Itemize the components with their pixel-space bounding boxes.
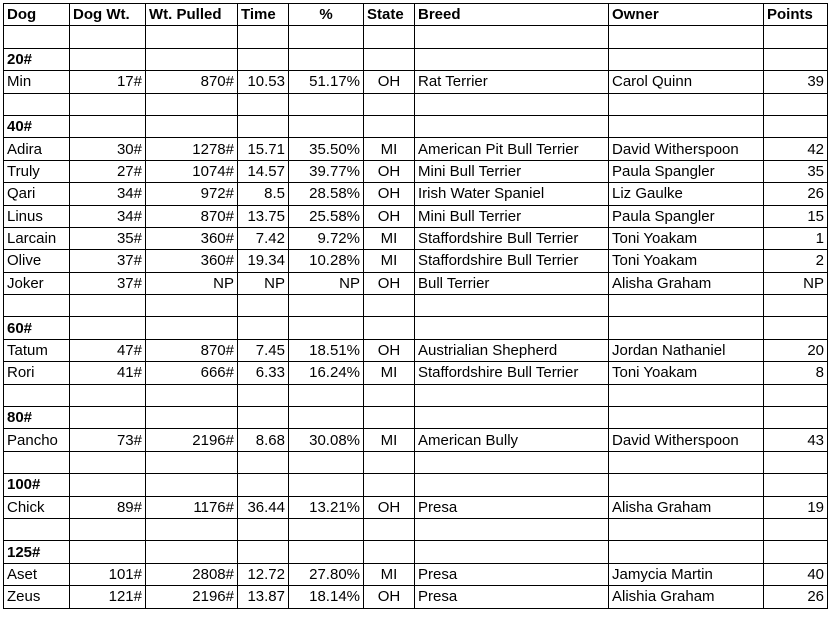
table-row [4, 205, 828, 227]
empty-cell [764, 295, 828, 317]
cell-dog: Aset [4, 563, 70, 585]
empty-cell [70, 384, 146, 406]
header-owner: Owner [609, 4, 764, 26]
cell-state: MI [364, 250, 415, 272]
empty-cell [364, 295, 415, 317]
empty-cell [146, 451, 238, 473]
empty-cell [364, 384, 415, 406]
empty-cell [764, 48, 828, 70]
cell-wt: 89# [70, 496, 146, 518]
cell-state: OH [364, 160, 415, 182]
empty-cell [415, 26, 609, 48]
cell-breed: Mini Bull Terrier [415, 205, 609, 227]
spacer-row [4, 518, 828, 540]
cell-points: 39 [764, 71, 828, 93]
cell-pct: 10.28% [289, 250, 364, 272]
cell-breed: Mini Bull Terrier [415, 160, 609, 182]
empty-cell [609, 48, 764, 70]
table-row [4, 160, 828, 182]
cell-state: OH [364, 339, 415, 361]
cell-pulled: 360# [146, 250, 238, 272]
header-time: Time [238, 4, 289, 26]
empty-cell [146, 474, 238, 496]
cell-pulled: 1074# [146, 160, 238, 182]
cell-dog: Pancho [4, 429, 70, 451]
empty-cell [238, 474, 289, 496]
empty-cell [238, 115, 289, 137]
empty-cell [146, 93, 238, 115]
empty-cell [4, 384, 70, 406]
cell-points: 19 [764, 496, 828, 518]
empty-cell [70, 407, 146, 429]
empty-cell [70, 93, 146, 115]
cell-time: 14.57 [238, 160, 289, 182]
empty-cell [764, 93, 828, 115]
spacer-row [4, 93, 828, 115]
empty-cell [609, 26, 764, 48]
empty-cell [289, 474, 364, 496]
cell-time: 10.53 [238, 71, 289, 93]
empty-cell [70, 541, 146, 563]
empty-cell [238, 518, 289, 540]
cell-dog: Qari [4, 183, 70, 205]
cell-dog: Olive [4, 250, 70, 272]
empty-cell [364, 93, 415, 115]
cell-dog: Larcain [4, 227, 70, 249]
cell-points: 20 [764, 339, 828, 361]
cell-state: MI [364, 563, 415, 585]
empty-cell [146, 407, 238, 429]
cell-breed: Presa [415, 563, 609, 585]
cell-wt: 121# [70, 586, 146, 608]
empty-cell [146, 48, 238, 70]
empty-cell [415, 518, 609, 540]
cell-time: 19.34 [238, 250, 289, 272]
cell-points: 42 [764, 138, 828, 160]
empty-cell [146, 518, 238, 540]
table-row [4, 250, 828, 272]
cell-time: 12.72 [238, 563, 289, 585]
cell-points: 26 [764, 183, 828, 205]
cell-state: OH [364, 71, 415, 93]
empty-cell [70, 26, 146, 48]
cell-pct: 25.58% [289, 205, 364, 227]
empty-cell [289, 317, 364, 339]
cell-pct: 35.50% [289, 138, 364, 160]
cell-breed: American Bully [415, 429, 609, 451]
table-row [4, 138, 828, 160]
empty-cell [415, 295, 609, 317]
cell-dog: Tatum [4, 339, 70, 361]
empty-cell [289, 541, 364, 563]
cell-time: 8.68 [238, 429, 289, 451]
cell-owner: David Witherspoon [609, 138, 764, 160]
cell-wt: 101# [70, 563, 146, 585]
empty-cell [70, 48, 146, 70]
cell-pct: 9.72% [289, 227, 364, 249]
cell-wt: 41# [70, 362, 146, 384]
cell-time: 8.5 [238, 183, 289, 205]
empty-cell [238, 93, 289, 115]
empty-cell [415, 451, 609, 473]
cell-owner: Toni Yoakam [609, 227, 764, 249]
weight-class-label: 60# [4, 317, 70, 339]
empty-cell [609, 407, 764, 429]
weight-class-label: 40# [4, 115, 70, 137]
empty-cell [764, 407, 828, 429]
empty-cell [764, 115, 828, 137]
empty-cell [415, 115, 609, 137]
spacer-row [4, 451, 828, 473]
header-state: State [364, 4, 415, 26]
header-breed: Breed [415, 4, 609, 26]
table-row [4, 272, 828, 294]
weight-class-label: 125# [4, 541, 70, 563]
cell-pct: 18.14% [289, 586, 364, 608]
cell-pulled: 870# [146, 339, 238, 361]
cell-pulled: 666# [146, 362, 238, 384]
empty-cell [764, 518, 828, 540]
cell-points: 2 [764, 250, 828, 272]
empty-cell [609, 518, 764, 540]
cell-owner: Toni Yoakam [609, 362, 764, 384]
cell-dog: Adira [4, 138, 70, 160]
cell-owner: David Witherspoon [609, 429, 764, 451]
empty-cell [415, 48, 609, 70]
cell-owner: Alisha Graham [609, 272, 764, 294]
empty-cell [415, 541, 609, 563]
empty-cell [238, 541, 289, 563]
empty-cell [146, 115, 238, 137]
cell-pct: 28.58% [289, 183, 364, 205]
cell-pct: 16.24% [289, 362, 364, 384]
group-row [4, 317, 828, 339]
spacer-row [4, 295, 828, 317]
weight-class-label: 20# [4, 48, 70, 70]
empty-cell [415, 407, 609, 429]
cell-wt: 17# [70, 71, 146, 93]
empty-cell [70, 518, 146, 540]
empty-cell [289, 115, 364, 137]
cell-pulled: 360# [146, 227, 238, 249]
empty-cell [364, 407, 415, 429]
empty-cell [364, 518, 415, 540]
group-row [4, 541, 828, 563]
table-row [4, 362, 828, 384]
cell-state: MI [364, 227, 415, 249]
empty-cell [146, 295, 238, 317]
empty-cell [764, 541, 828, 563]
cell-time: 7.45 [238, 339, 289, 361]
empty-cell [238, 407, 289, 429]
header-dog-weight: Dog Wt. [70, 4, 146, 26]
table-row [4, 183, 828, 205]
empty-cell [415, 474, 609, 496]
empty-cell [764, 474, 828, 496]
cell-pct: 30.08% [289, 429, 364, 451]
cell-pulled: 1278# [146, 138, 238, 160]
cell-pulled: 1176# [146, 496, 238, 518]
cell-pulled: NP [146, 272, 238, 294]
empty-cell [238, 384, 289, 406]
cell-owner: Toni Yoakam [609, 250, 764, 272]
cell-pulled: 2196# [146, 586, 238, 608]
empty-cell [764, 451, 828, 473]
cell-time: 7.42 [238, 227, 289, 249]
empty-cell [4, 451, 70, 473]
cell-wt: 37# [70, 250, 146, 272]
cell-time: 13.75 [238, 205, 289, 227]
cell-time: 13.87 [238, 586, 289, 608]
empty-cell [289, 93, 364, 115]
cell-pct: 51.17% [289, 71, 364, 93]
cell-state: MI [364, 138, 415, 160]
cell-pulled: 2808# [146, 563, 238, 585]
cell-pct: NP [289, 272, 364, 294]
cell-breed: Rat Terrier [415, 71, 609, 93]
empty-cell [238, 295, 289, 317]
cell-breed: Presa [415, 496, 609, 518]
empty-cell [609, 451, 764, 473]
cell-breed: American Pit Bull Terrier [415, 138, 609, 160]
empty-cell [238, 317, 289, 339]
cell-state: OH [364, 272, 415, 294]
empty-cell [146, 317, 238, 339]
empty-cell [4, 295, 70, 317]
empty-cell [764, 26, 828, 48]
table-row [4, 563, 828, 585]
header-points: Points [764, 4, 828, 26]
table-row [4, 496, 828, 518]
empty-cell [364, 541, 415, 563]
empty-cell [415, 384, 609, 406]
results-table-body [4, 4, 828, 609]
cell-dog: Chick [4, 496, 70, 518]
table-row [4, 71, 828, 93]
cell-dog: Min [4, 71, 70, 93]
empty-cell [609, 93, 764, 115]
empty-cell [364, 474, 415, 496]
header-percent: % [289, 4, 364, 26]
table-row [4, 586, 828, 608]
cell-state: MI [364, 362, 415, 384]
empty-cell [238, 48, 289, 70]
cell-wt: 35# [70, 227, 146, 249]
empty-cell [70, 474, 146, 496]
cell-pct: 13.21% [289, 496, 364, 518]
cell-breed: Irish Water Spaniel [415, 183, 609, 205]
empty-cell [364, 115, 415, 137]
cell-owner: Carol Quinn [609, 71, 764, 93]
group-row [4, 474, 828, 496]
empty-cell [609, 115, 764, 137]
cell-points: 40 [764, 563, 828, 585]
cell-time: 6.33 [238, 362, 289, 384]
empty-cell [289, 518, 364, 540]
cell-time: 15.71 [238, 138, 289, 160]
results-table [3, 3, 828, 609]
empty-cell [4, 518, 70, 540]
empty-cell [764, 317, 828, 339]
cell-state: OH [364, 183, 415, 205]
cell-pct: 27.80% [289, 563, 364, 585]
cell-breed: Austrialian Shepherd [415, 339, 609, 361]
cell-state: MI [364, 429, 415, 451]
cell-owner: Jordan Nathaniel [609, 339, 764, 361]
empty-cell [146, 26, 238, 48]
cell-owner: Jamycia Martin [609, 563, 764, 585]
empty-cell [4, 26, 70, 48]
cell-owner: Alishia Graham [609, 586, 764, 608]
cell-wt: 27# [70, 160, 146, 182]
cell-dog: Truly [4, 160, 70, 182]
empty-cell [364, 26, 415, 48]
empty-cell [289, 451, 364, 473]
cell-breed: Staffordshire Bull Terrier [415, 362, 609, 384]
cell-owner: Liz Gaulke [609, 183, 764, 205]
empty-cell [364, 451, 415, 473]
cell-wt: 34# [70, 183, 146, 205]
cell-state: OH [364, 205, 415, 227]
empty-cell [289, 48, 364, 70]
empty-cell [415, 93, 609, 115]
empty-cell [609, 474, 764, 496]
empty-cell [289, 26, 364, 48]
cell-points: 8 [764, 362, 828, 384]
empty-cell [238, 451, 289, 473]
empty-cell [146, 384, 238, 406]
cell-points: 26 [764, 586, 828, 608]
empty-cell [146, 541, 238, 563]
cell-pct: 39.77% [289, 160, 364, 182]
cell-points: 15 [764, 205, 828, 227]
group-row [4, 115, 828, 137]
weight-class-label: 100# [4, 474, 70, 496]
spacer-row [4, 26, 828, 48]
empty-cell [609, 295, 764, 317]
table-row [4, 429, 828, 451]
empty-cell [415, 317, 609, 339]
cell-owner: Paula Spangler [609, 160, 764, 182]
cell-owner: Paula Spangler [609, 205, 764, 227]
header-row [4, 4, 828, 26]
cell-wt: 37# [70, 272, 146, 294]
header-weight-pulled: Wt. Pulled [146, 4, 238, 26]
cell-time: 36.44 [238, 496, 289, 518]
empty-cell [764, 384, 828, 406]
empty-cell [609, 541, 764, 563]
cell-owner: Alisha Graham [609, 496, 764, 518]
header-dog: Dog [4, 4, 70, 26]
empty-cell [70, 295, 146, 317]
cell-dog: Rori [4, 362, 70, 384]
empty-cell [238, 26, 289, 48]
cell-dog: Joker [4, 272, 70, 294]
cell-wt: 47# [70, 339, 146, 361]
group-row [4, 407, 828, 429]
empty-cell [289, 407, 364, 429]
table-row [4, 227, 828, 249]
cell-dog: Zeus [4, 586, 70, 608]
cell-state: OH [364, 496, 415, 518]
group-row [4, 48, 828, 70]
cell-breed: Staffordshire Bull Terrier [415, 250, 609, 272]
empty-cell [289, 384, 364, 406]
cell-breed: Staffordshire Bull Terrier [415, 227, 609, 249]
cell-points: 35 [764, 160, 828, 182]
cell-state: OH [364, 586, 415, 608]
empty-cell [364, 317, 415, 339]
cell-breed: Presa [415, 586, 609, 608]
cell-wt: 30# [70, 138, 146, 160]
cell-points: 1 [764, 227, 828, 249]
empty-cell [4, 93, 70, 115]
empty-cell [364, 48, 415, 70]
cell-breed: Bull Terrier [415, 272, 609, 294]
empty-cell [70, 115, 146, 137]
cell-wt: 34# [70, 205, 146, 227]
cell-points: 43 [764, 429, 828, 451]
cell-wt: 73# [70, 429, 146, 451]
cell-time: NP [238, 272, 289, 294]
weight-class-label: 80# [4, 407, 70, 429]
cell-pct: 18.51% [289, 339, 364, 361]
empty-cell [70, 317, 146, 339]
cell-points: NP [764, 272, 828, 294]
empty-cell [609, 317, 764, 339]
cell-pulled: 972# [146, 183, 238, 205]
empty-cell [289, 295, 364, 317]
table-row [4, 339, 828, 361]
cell-pulled: 2196# [146, 429, 238, 451]
empty-cell [70, 451, 146, 473]
cell-pulled: 870# [146, 205, 238, 227]
cell-pulled: 870# [146, 71, 238, 93]
empty-cell [609, 384, 764, 406]
spacer-row [4, 384, 828, 406]
cell-dog: Linus [4, 205, 70, 227]
